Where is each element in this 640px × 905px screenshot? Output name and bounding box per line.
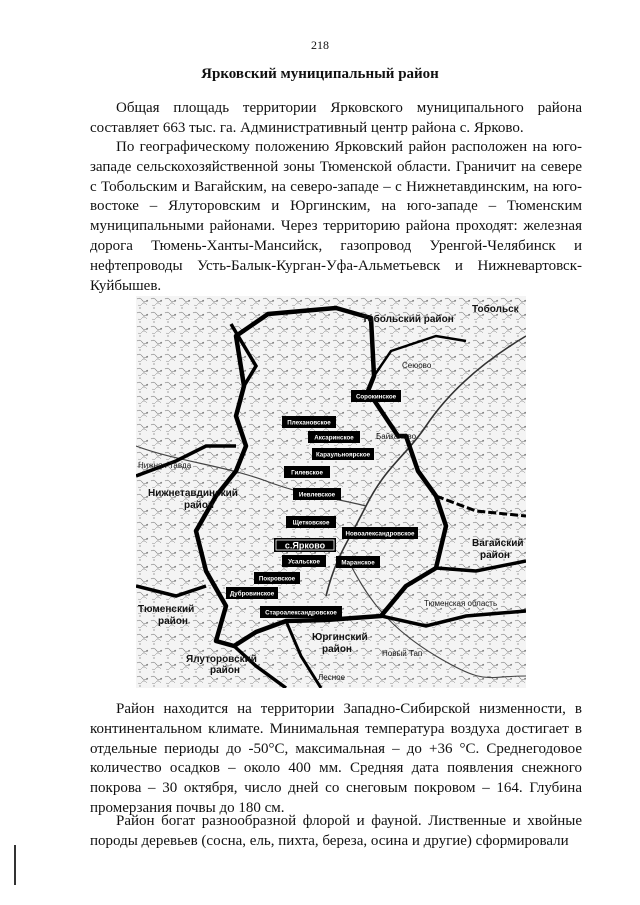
label-baikalovo: Байкалово xyxy=(376,432,417,441)
paragraph-area: Общая площадь территории Ярковского муниципального района составляет 663 тыс. га. Административный центр района с. Ярково. xyxy=(90,100,582,136)
label-nizhnetavdinsky-1: Нижнетавдинский xyxy=(148,488,238,499)
settlement-maranka xyxy=(336,556,380,568)
settlement-gilevo xyxy=(284,466,330,478)
settlement-yarkovo xyxy=(274,538,336,552)
settlement-label: Маранское xyxy=(341,559,375,567)
settlement-label: с.Ярково xyxy=(284,540,326,551)
settlement-aksarino xyxy=(308,431,360,443)
label-vagaisky-2: район xyxy=(480,550,510,561)
label-tyumen-oblast: Тюменская область xyxy=(424,599,498,608)
settlement-label: Аксаринское xyxy=(314,434,354,442)
settlement-novoaleksandrovo xyxy=(342,527,418,539)
label-vagaisky-1: Вагайский xyxy=(472,538,524,549)
paragraph-location: По географическому положению Ярковский район расположен на юго-западе сельскохозяйственной зоны Тюменской области. Граничит на севере с Тобольским и Вагайским, на северо-западе – с Нижнетавдинским, на юго-востоке – Ялуторовским и Юргинским, на юго-западе – Тюменским муниципальными районами. Через территорию района проходят: железная дорога Тюмень-Ханты-Мансийск, газопровод Уренгой-Челябинск и нефтепроводы Усть-Балык-Курган-Уфа-Альметьевск и Нижневартовск-Куйбышев. xyxy=(90,139,582,294)
map-svg xyxy=(136,296,526,688)
label-tyumensky-1: Тюменский xyxy=(138,604,195,615)
label-nizhnyaya-tavda: Нижняя Тавда xyxy=(138,461,192,470)
label-tyumensky-2: район xyxy=(158,616,188,627)
label-tobolsk-city: Тобольск xyxy=(472,304,519,315)
label-yalutorovsky-1: Ялуторовский xyxy=(186,654,257,665)
settlement-shchetkovo xyxy=(286,516,336,528)
label-seyovo: Сеюово xyxy=(402,361,432,370)
page-number: 218 xyxy=(311,38,329,52)
label-yurginsky-1: Юргинский xyxy=(312,632,368,643)
label-tobolsk-district: Тобольский район xyxy=(362,314,454,325)
settlement-label: Дубровинское xyxy=(229,590,275,598)
label-novy-tap: Новый Тап xyxy=(382,649,423,658)
settlement-karaulnoyar xyxy=(312,448,374,460)
settlement-dubrovnoe xyxy=(226,587,278,599)
settlement-label: Караульноярское xyxy=(315,451,371,459)
settlement-plehanovo xyxy=(282,416,336,428)
settlement-label: Новоалександровское xyxy=(345,530,415,538)
settlement-staroaleksandrovo xyxy=(260,606,342,618)
settlement-label: Усальское xyxy=(288,558,320,566)
settlement-ievlevo xyxy=(293,488,341,500)
paragraph-flora: Район богат разнообразной флорой и фауной. Лиственные и хвойные породы деревьев (сосна, ель, пихта, береза, осина и другие) сформировали xyxy=(90,813,582,849)
paragraph-climate: Район находится на территории Западно-Сибирской низменности, в континентальном климате. Минимальная температура воздуха достигает в отдельные периоды до -50°С, максимальная – до +36 °С. Среднегодовое количество осадков – около 400 мм. Средняя дата появления снежного покрова – 30 октября, число дней со снеговым покровом – 164. Глубина промерзания почвы до 180 см. xyxy=(90,701,582,816)
label-yalutorovsky-2: район xyxy=(210,665,240,676)
label-yurginsky-2: район xyxy=(322,644,352,655)
label-nizhnetavdinsky-2: район xyxy=(184,500,214,511)
settlement-usalka xyxy=(282,555,326,567)
settlement-label: Плехановское xyxy=(287,419,331,427)
district-map xyxy=(136,296,526,688)
settlement-label: Гилевское xyxy=(291,469,323,477)
label-lesnoe: Лесное xyxy=(318,673,346,682)
settlement-label: Иевлевское xyxy=(298,491,336,499)
settlement-label: Покровское xyxy=(258,575,296,583)
scan-edge-mark xyxy=(14,845,16,885)
page-title: Ярковский муниципальный район xyxy=(201,66,439,82)
settlement-pokrovo xyxy=(254,572,300,584)
settlement-label: Щетковское xyxy=(292,519,330,527)
settlement-label: Староалександровское xyxy=(265,609,337,617)
settlement-label: Сорокинское xyxy=(355,393,397,401)
settlement-sorokino xyxy=(351,390,401,402)
